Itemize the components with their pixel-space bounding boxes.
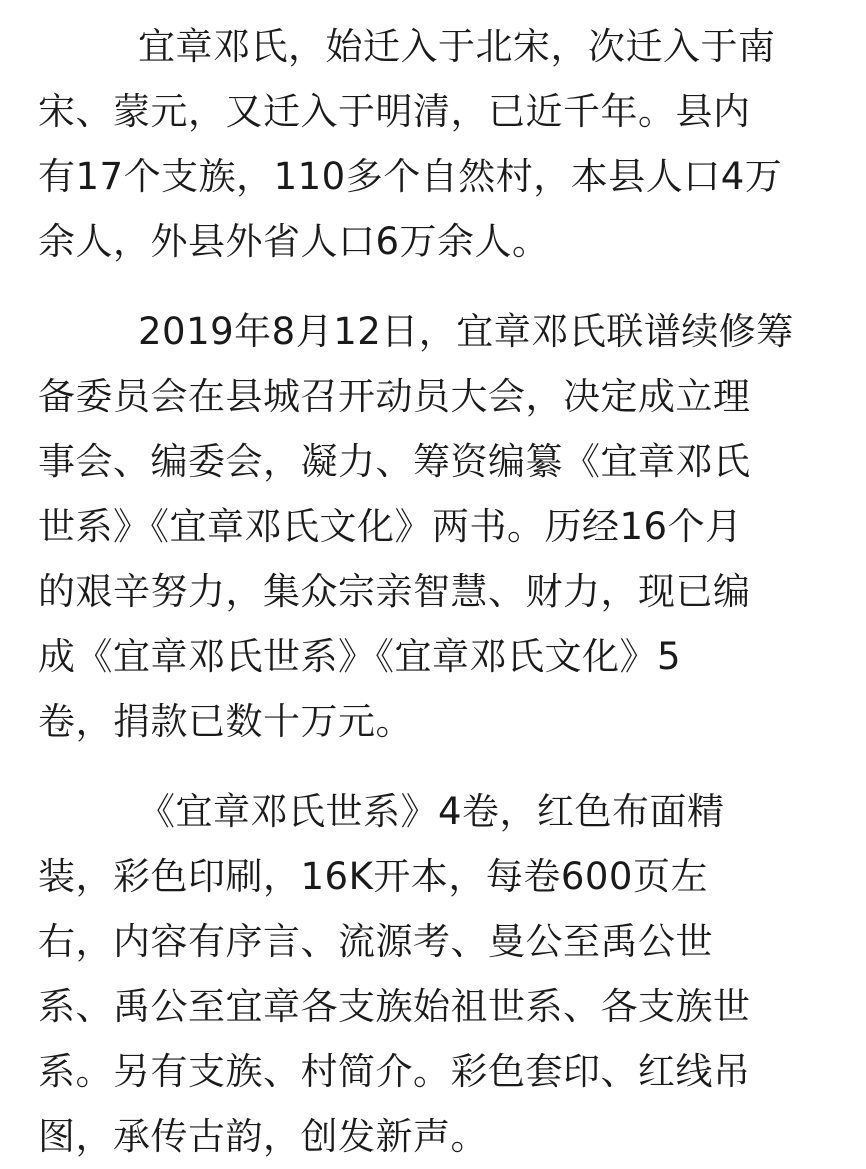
text-line: 图，承传古韵，创发新声。 <box>38 1115 488 1158</box>
text-line: 宜章邓氏，始迁入于北宋，次迁入于南 <box>138 25 776 68</box>
paragraph-compilation <box>38 299 838 754</box>
text-line: 备委员会在县城召开动员大会，决定成立理 <box>38 375 751 418</box>
paragraph-origin <box>38 14 838 274</box>
article-body <box>38 14 838 1169</box>
text-line: 2019年8月12日，宜章邓氏联谱续修筹 <box>138 310 794 353</box>
paragraph-book-details <box>38 779 838 1169</box>
text-line: 余人，外县外省人口6万余人。 <box>38 220 550 263</box>
text-line: 卷，捐款已数十万元。 <box>38 700 413 743</box>
paragraph-gap <box>38 754 838 779</box>
text-line: 装，彩色印刷，16K开本，每卷600页左 <box>38 855 708 898</box>
paragraph-gap <box>38 274 838 299</box>
text-line: 世系》《宜章邓氏文化》两书。历经16个月 <box>38 505 743 548</box>
text-line: 系、禹公至宜章各支族始祖世系、各支族世 <box>38 985 751 1028</box>
text-line: 有17个支族，110多个自然村，本县人口4万 <box>38 155 783 198</box>
text-line: 《宜章邓氏世系》4卷，红色布面精 <box>138 790 725 833</box>
text-line: 的艰辛努力，集众宗亲智慧、财力，现已编 <box>38 570 751 613</box>
text-line: 系。另有支族、村简介。彩色套印、红线吊 <box>38 1050 751 1093</box>
text-line: 右，内容有序言、流源考、曼公至禹公世 <box>38 920 713 963</box>
text-line: 宋、蒙元，又迁入于明清，已近千年。县内 <box>38 90 751 133</box>
text-line: 事会、编委会，凝力、筹资编纂《宜章邓氏 <box>38 440 751 483</box>
text-line: 成《宜章邓氏世系》《宜章邓氏文化》5 <box>38 635 682 678</box>
